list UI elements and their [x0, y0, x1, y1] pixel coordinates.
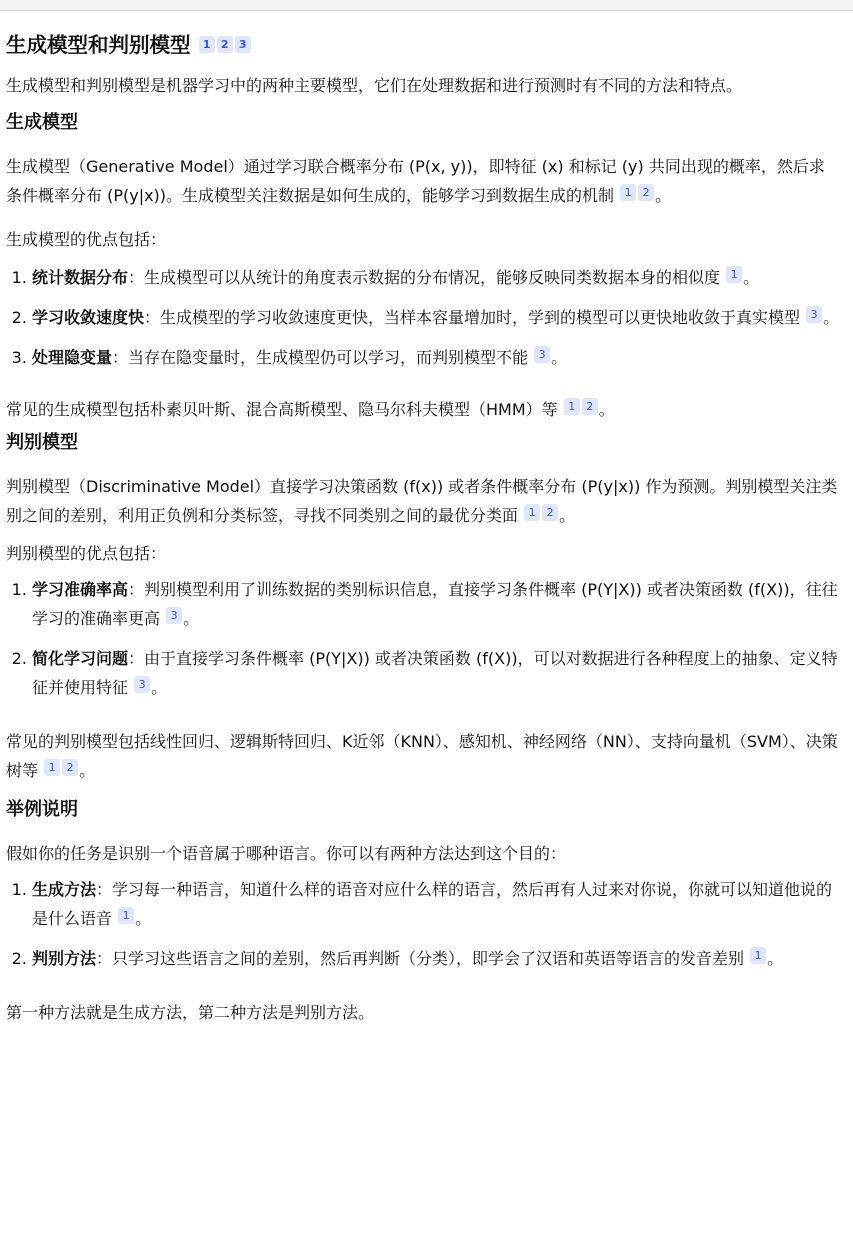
- discriminative-advantages-list: [6, 575, 840, 702]
- citation-badge[interactable]: 1: [750, 947, 766, 964]
- citation-badge[interactable]: 1: [564, 398, 580, 415]
- generative-advantages-intro: 生成模型的优点包括：: [6, 230, 167, 249]
- intro-paragraph: 生成模型和判别模型是机器学习中的两种主要模型，它们在处理数据和进行预测时有不同的方法和特点。: [6, 76, 743, 95]
- generative-description: 生成模型（Generative Model）通过学习联合概率分布 (P(x, y))，即特征 (x) 和标记 (y) 共同出现的概率，然后求条件概率分布 (P(y|x))。生成模型关注数据是如何生成的，能够学习到数据生成的机制 1 2 。: [6, 157, 825, 205]
- page-title: 生成模型和判别模型 1 2 3: [6, 27, 840, 63]
- article: [6, 27, 840, 1027]
- citation-badge[interactable]: 1: [118, 907, 134, 924]
- citation-badge[interactable]: 2: [62, 759, 78, 776]
- list-item: 2. 简化学习问题：由于直接学习条件概率 (P(Y|X)) 或者决策函数 (f(X))，可以对数据进行各种程度上的抽象、定义特征并使用特征 3 。: [32, 644, 840, 702]
- list-item: 3. 处理隐变量：当存在隐变量时，生成模型仍可以学习，而判别模型不能 3 。: [32, 343, 840, 372]
- citation-badge[interactable]: 2: [217, 36, 233, 53]
- citation-badge[interactable]: 3: [134, 676, 150, 693]
- section-heading-discriminative: 判别模型: [6, 432, 78, 453]
- citation-badge[interactable]: 1: [620, 184, 636, 201]
- example-conclusion: 第一种方法就是生成方法，第二种方法是判别方法。: [6, 1003, 375, 1022]
- discriminative-common-models: 常见的判别模型包括线性回归、逻辑斯特回归、K近邻（KNN）、感知机、神经网络（NN）、支持向量机（SVM）、决策树等 1 2 。: [6, 732, 838, 780]
- section-heading-example: 举例说明: [6, 799, 78, 820]
- citation-badge[interactable]: 2: [638, 184, 654, 201]
- citation-badge[interactable]: 3: [166, 607, 182, 624]
- citation-badge[interactable]: 1: [524, 504, 540, 521]
- list-item: 2. 学习收敛速度快：生成模型的学习收敛速度更快，当样本容量增加时，学到的模型可以更快地收敛于真实模型 3 。: [32, 303, 840, 332]
- generative-common-models: 常见的生成模型包括朴素贝叶斯、混合高斯模型、隐马尔科夫模型（HMM）等 1 2 。: [6, 400, 615, 419]
- list-item: 2. 判别方法：只学习这些语言之间的差别，然后再判断（分类），即学会了汉语和英语等语言的发音差别 1 。: [32, 944, 840, 973]
- citation-badge[interactable]: 1: [726, 266, 742, 283]
- citation-badge[interactable]: 3: [235, 36, 251, 53]
- citation-badge[interactable]: 1: [44, 759, 60, 776]
- list-item: 1. 学习准确率高：判别模型利用了训练数据的类别标识信息，直接学习条件概率 (P(Y|X)) 或者决策函数 (f(X))，往往学习的准确率更高 3 。: [32, 575, 840, 633]
- list-item: 1. 统计数据分布：生成模型可以从统计的角度表示数据的分布情况，能够反映同类数据本身的相似度 1 。: [32, 263, 840, 292]
- discriminative-description: 判别模型（Discriminative Model）直接学习决策函数 (f(x)) 或者条件概率分布 (P(y|x)) 作为预测。判别模型关注类别之间的差别，利用正负例和分类标签，寻找不同类别之间的最优分类面 1 2 。: [6, 477, 838, 525]
- generative-advantages-list: [6, 263, 840, 372]
- citation-badge[interactable]: 3: [806, 306, 822, 323]
- list-item: 1. 生成方法：学习每一种语言，知道什么样的语音对应什么样的语言，然后再有人过来对你说，你就可以知道他说的是什么语音 1 。: [32, 875, 840, 933]
- example-methods-list: [6, 875, 840, 973]
- citation-badge[interactable]: 1: [199, 36, 215, 53]
- top-bar: [0, 0, 853, 11]
- citation-badge[interactable]: 2: [582, 398, 598, 415]
- citation-badge[interactable]: 3: [534, 346, 550, 363]
- example-intro: 假如你的任务是识别一个语音属于哪种语言。你可以有两种方法达到这个目的：: [6, 844, 567, 863]
- citation-badge[interactable]: 2: [542, 504, 558, 521]
- section-heading-generative: 生成模型: [6, 112, 78, 133]
- discriminative-advantages-intro: 判别模型的优点包括：: [6, 544, 167, 563]
